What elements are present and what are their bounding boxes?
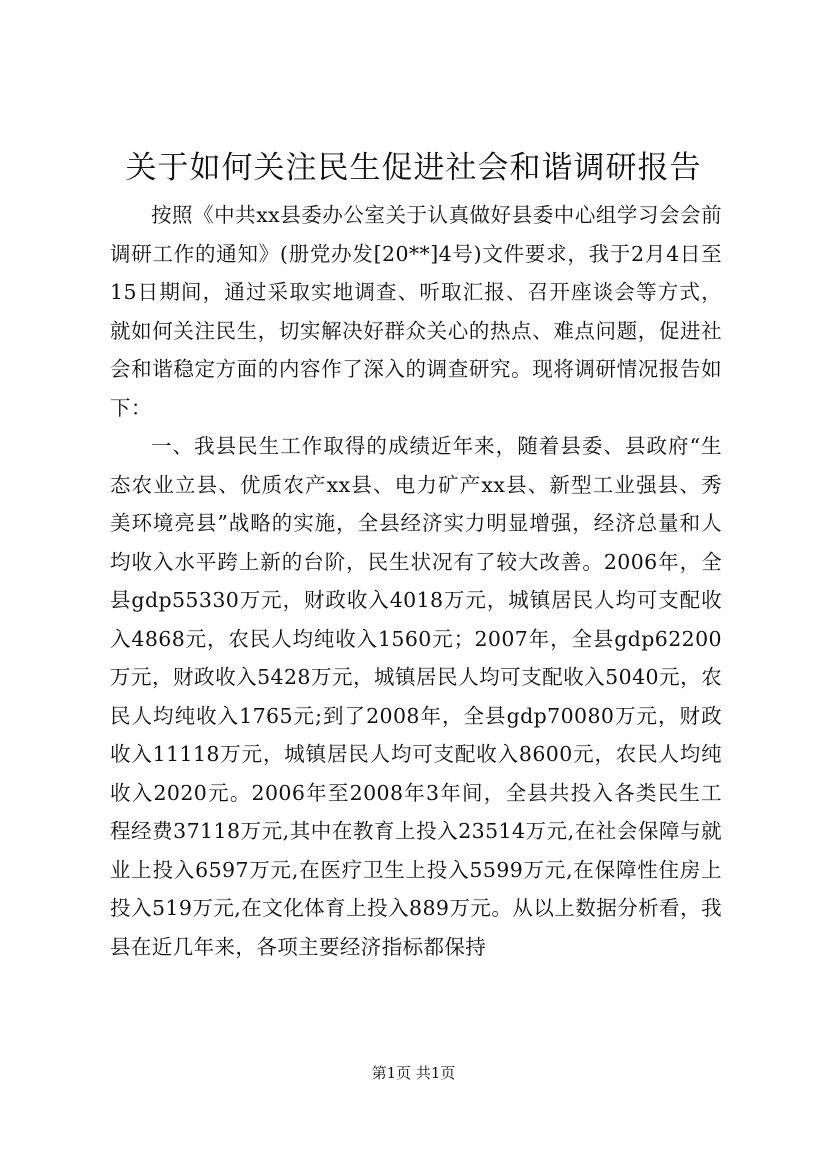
document-title: 关于如何关注民生促进社会和谐调研报告 [125, 150, 702, 186]
paragraph-intro: 按照《中共xx县委办公室关于认真做好县委中心组学习会会前调研工作的通知》(册党办发[20**]4号)文件要求，我于2月4日至15日期间，通过采取实地调查、听取汇报、召开座谈会等方式，就如何关注民生，切实解决好群众关心的热点、难点问题，促进社会和谐稳定方面的内容作了深入的调查研究。现将调研情况报告如下： [110, 203, 722, 420]
document-body [110, 196, 722, 966]
page-footer: 第1页 共1页 [371, 1064, 456, 1082]
paragraph-achievements: 一、我县民生工作取得的成绩近年来，随着县委、县政府“生态农业立县、优质农产xx县、电力矿产xx县、新型工业强县、秀美环境亮县”战略的实施，全县经济实力明显增强，经济总量和人均收入水平跨上新的台阶，民生状况有了较大改善。2006年，全县gdp55330万元，财政收入4018万元，城镇居民人均可支配收入4868元，农民人均纯收入1560元；2007年，全县gdp62200万元，财政收入5428万元，城镇居民人均可支配收入5040元，农民人均纯收入1765元;到了2008年，全县gdp70080万元，财政收入11118万元，城镇居民人均可支配收入8600元，农民人均纯收入2020元。2006年至2008年3年间，全县共投入各类民生工程经费37118万元,其中在教育上投入23514万元,在社会保障与就业上投入6597万元,在医疗卫生上投入5599万元,在保障性住房上投入519万元,在文化体育上投入889万元。从以上数据分析看，我县在近几年来，各项主要经济指标都保持 [110, 434, 722, 959]
